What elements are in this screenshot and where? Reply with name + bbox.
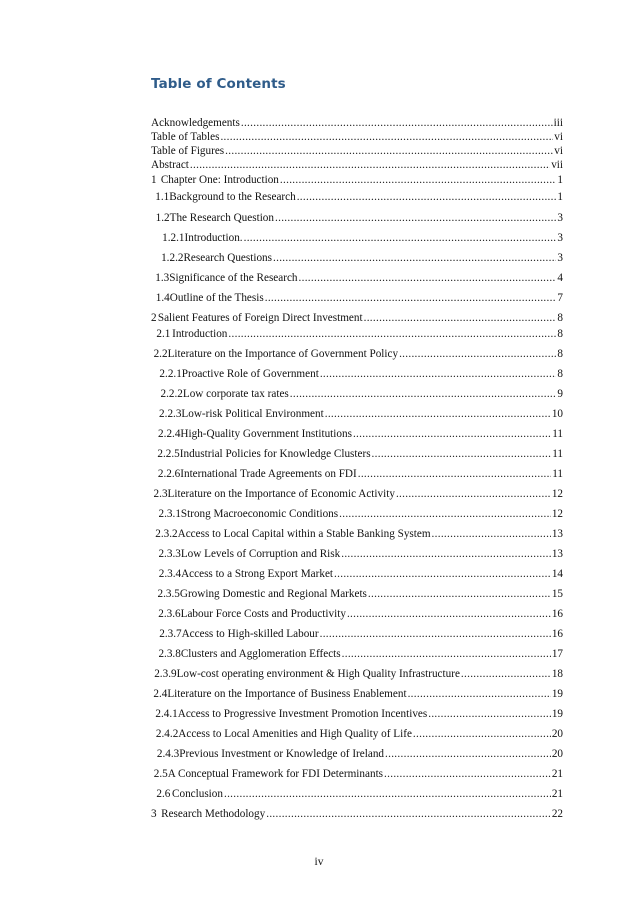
- toc-entry-title: Industrial Policies for Knowledge Clusters: [179, 448, 371, 460]
- toc-entry-page: 19: [551, 688, 563, 700]
- toc-entry-title: Literature on the Importance of Business Enablement: [167, 688, 407, 700]
- toc-entry[interactable]: [151, 747, 563, 761]
- toc-entry-title: Chapter One: Introduction: [160, 174, 279, 186]
- toc-entry-page: 16: [551, 628, 563, 640]
- toc-dot-leader: [190, 158, 550, 172]
- toc-entry-page: 15: [551, 588, 563, 600]
- toc-entry-title: Background to the Research: [169, 191, 296, 203]
- toc-dot-leader: [347, 607, 551, 621]
- toc-entry-title: The Research Question: [169, 212, 274, 224]
- toc-entry-page: 8: [557, 328, 563, 340]
- toc-entry-page: 14: [551, 568, 563, 580]
- toc-entry[interactable]: [151, 707, 563, 721]
- toc-entry-title: Previous Investment or Knowledge of Ireland: [179, 748, 385, 760]
- toc-entry-page: 10: [551, 408, 563, 420]
- toc-entry[interactable]: [151, 291, 563, 305]
- toc-dot-leader: [220, 130, 553, 144]
- toc-entry-page: 3: [557, 232, 563, 244]
- toc-dot-leader: [320, 627, 551, 641]
- toc-dot-leader: [275, 211, 556, 225]
- toc-entry-number: 2.3.9: [154, 668, 177, 680]
- toc-dot-leader: [368, 587, 551, 601]
- toc-entry-title: Low corporate tax rates: [182, 388, 289, 400]
- toc-dot-leader: [265, 291, 557, 305]
- toc-entry-page: 11: [552, 428, 563, 440]
- toc-dot-leader: [339, 507, 551, 521]
- toc-entry[interactable]: [151, 667, 563, 681]
- toc-dot-leader: [396, 487, 551, 501]
- toc-entry-title: Introduction: [172, 328, 228, 340]
- toc-dot-leader: [320, 367, 557, 381]
- toc-entry[interactable]: [151, 767, 563, 781]
- toc-dot-leader: [266, 807, 551, 821]
- toc-entry-number: 2.2.5: [157, 448, 180, 460]
- toc-entry-title: A Conceptual Framework for FDI Determinants: [167, 768, 384, 780]
- toc-entry-page: 20: [551, 728, 563, 740]
- toc-dot-leader: [228, 327, 556, 341]
- toc-entry-title: Low-risk Political Environment: [181, 408, 324, 420]
- toc-entry-page: 3: [557, 252, 563, 264]
- toc-dot-leader: [353, 427, 551, 441]
- toc-entry-number: 2.4.3: [156, 748, 180, 760]
- toc-entry-title: Outline of the Thesis: [169, 292, 264, 304]
- toc-dot-leader: [299, 271, 557, 285]
- toc-dot-leader: [290, 387, 557, 401]
- toc-dot-leader: [241, 116, 553, 130]
- toc-entry-number: 2.3.4: [158, 568, 182, 580]
- toc-dot-leader: [224, 787, 551, 801]
- toc-entry-page: 4: [557, 272, 563, 284]
- toc-entry-page: 22: [551, 808, 563, 820]
- toc-entry-page: vii: [551, 159, 563, 171]
- toc-entry-title: Research Methodology: [161, 808, 266, 820]
- toc-entry-page: 21: [551, 788, 563, 800]
- toc-entry-title: Growing Domestic and Regional Markets: [179, 588, 367, 600]
- toc-entry-page: 19: [551, 708, 563, 720]
- toc-entry-number: 2.2.3: [159, 408, 182, 420]
- toc-entry-title: Research Questions: [183, 252, 272, 264]
- toc-dot-leader: [385, 747, 551, 761]
- toc-entry-number: 2.5: [153, 768, 168, 780]
- toc-entry-page: 3: [557, 212, 563, 224]
- toc-entry-title: Table of Figures: [151, 145, 225, 157]
- toc-entry-title: Clusters and Agglomeration Effects: [180, 648, 341, 660]
- toc-entry-number: 2.4.1: [155, 708, 178, 720]
- toc-entry[interactable]: [151, 327, 563, 341]
- toc-entry-page: 1: [557, 191, 563, 203]
- toc-entry-number: 2.2.1: [159, 368, 182, 380]
- toc-entry-page: iii: [553, 117, 563, 129]
- toc-entry-title: International Trade Agreements on FDI: [180, 468, 357, 480]
- toc-entry[interactable]: [151, 567, 563, 581]
- toc-entry-page: 18: [551, 668, 563, 680]
- toc-entry-page: 20: [551, 748, 563, 760]
- toc-entry-title: Access to Local Capital within a Stable Banking System: [177, 528, 431, 540]
- toc-entry-page: 11: [552, 448, 563, 460]
- toc-entry-title: Significance of the Research: [169, 272, 298, 284]
- toc-entry-number: 2.2.6: [157, 468, 181, 480]
- toc-entry-title: Conclusion: [172, 788, 223, 800]
- toc-entry-page: vi: [554, 131, 563, 143]
- toc-entry[interactable]: [151, 211, 563, 225]
- toc-entry-page: 17: [551, 648, 563, 660]
- toc-entry-number: 1.2.2: [161, 252, 184, 264]
- toc-dot-leader: [364, 311, 557, 325]
- toc-entry-number: 2.1: [156, 328, 171, 340]
- toc-entry[interactable]: [151, 427, 563, 441]
- toc-entry[interactable]: [151, 547, 563, 561]
- toc-entry-title: Access to Local Amenities and High Quality of Life: [178, 728, 412, 740]
- toc-entry-title: Strong Macroeconomic Conditions: [180, 508, 339, 520]
- toc-entry[interactable]: [151, 130, 563, 144]
- toc-entry-title: Labour Force Costs and Productivity: [180, 608, 346, 620]
- toc-entry[interactable]: [151, 787, 563, 801]
- toc-entry-page: 16: [551, 608, 563, 620]
- toc-dot-leader: [334, 567, 551, 581]
- toc-dot-leader: [273, 251, 556, 265]
- toc-entry-page: vi: [554, 145, 563, 157]
- toc-dot-leader: [432, 527, 551, 541]
- toc-entry[interactable]: [151, 527, 563, 541]
- toc-entry-number: 1.4: [155, 292, 170, 304]
- toc-entry-number: 2.3.2: [155, 528, 178, 540]
- toc-entry[interactable]: [151, 367, 563, 381]
- toc-entry[interactable]: [151, 507, 563, 521]
- toc-dot-leader: [341, 547, 551, 561]
- toc-entry-page: 1: [557, 174, 563, 186]
- toc-entry-number: 2.3.8: [158, 648, 181, 660]
- toc-dot-leader: [399, 347, 556, 361]
- toc-entry-number: 2.3.3: [158, 548, 181, 560]
- toc-dot-leader: [428, 707, 551, 721]
- toc-entry-number: 2.6: [156, 788, 171, 800]
- toc-entry[interactable]: [151, 311, 563, 325]
- toc-dot-leader: [280, 173, 557, 187]
- toc-entry[interactable]: [151, 144, 563, 158]
- toc-entry-title: Table of Tables: [151, 131, 220, 143]
- toc-dot-leader: [342, 647, 551, 661]
- toc-entry-page: 13: [551, 528, 563, 540]
- toc-entry-title: Abstract: [151, 159, 189, 171]
- toc-entry-number: 2.4.2: [155, 728, 179, 740]
- toc-entry-page: 8: [557, 312, 563, 324]
- toc-entry-number: 2.2.4: [158, 428, 181, 440]
- toc-entry-number: 2.3.1: [158, 508, 181, 520]
- toc-dot-leader: [408, 687, 551, 701]
- toc-entry-number: 2.3.7: [159, 628, 182, 640]
- toc-dot-leader: [461, 667, 551, 681]
- toc-dot-leader: [372, 447, 552, 461]
- toc-entry-title: High-Quality Government Institutions: [180, 428, 352, 440]
- toc-entry-page: 8: [557, 368, 563, 380]
- toc-entry-title: Proactive Role of Government: [181, 368, 319, 380]
- toc-entry-page: 7: [557, 292, 563, 304]
- toc-entry[interactable]: [151, 487, 563, 501]
- toc-entry[interactable]: [151, 271, 563, 285]
- toc-dot-leader: [244, 231, 557, 245]
- toc-entry[interactable]: [151, 467, 563, 481]
- toc-entry[interactable]: [151, 190, 563, 204]
- toc-entry[interactable]: [151, 687, 563, 701]
- toc-entry-number: 2.2: [153, 348, 168, 360]
- page-title: Table of Contents: [151, 76, 286, 92]
- toc-entry[interactable]: [151, 727, 563, 741]
- toc-entry-number: 1.3: [155, 272, 170, 284]
- toc-entry[interactable]: [151, 116, 563, 130]
- toc-entry-number: 1: [151, 174, 157, 186]
- toc-entry[interactable]: [151, 447, 563, 461]
- toc-entry-page: 12: [551, 488, 563, 500]
- toc-entry-number: 1.2: [155, 212, 170, 224]
- toc-dot-leader: [297, 190, 557, 204]
- toc-dot-leader: [325, 407, 551, 421]
- toc-entry[interactable]: [151, 347, 563, 361]
- toc-entry-title: Low-cost operating environment & High Quality Infrastructure: [176, 668, 460, 680]
- toc-entry-number: 2.4: [153, 688, 168, 700]
- toc-entry-number: 1.2.1: [162, 232, 185, 244]
- toc-entry-number: 2.3.6: [158, 608, 181, 620]
- page-number: iv: [314, 856, 324, 868]
- toc-entry[interactable]: [151, 587, 563, 601]
- toc-entry-title: Access to a Strong Export Market: [181, 568, 334, 580]
- toc-entry-page: 9: [557, 388, 563, 400]
- toc-entry-number: 3: [151, 808, 157, 820]
- toc-entry-title: Literature on the Importance of Government Policy: [167, 348, 399, 360]
- toc-entry[interactable]: [151, 231, 563, 245]
- toc-dot-leader: [358, 467, 551, 481]
- toc-entry-title: Access to Progressive Investment Promotion Incentives: [177, 708, 428, 720]
- toc-entry-title: Literature on the Importance of Economic Activity: [167, 488, 395, 500]
- toc-entry[interactable]: [151, 387, 563, 401]
- toc-entry[interactable]: [151, 627, 563, 641]
- toc-entry-number: 1.1: [155, 191, 170, 203]
- toc-entry-title: Introduction.: [184, 232, 243, 244]
- toc-entry-title: Salient Features of Foreign Direct Investment: [157, 312, 363, 324]
- toc-dot-leader: [413, 727, 551, 741]
- toc-entry-page: 8: [557, 348, 563, 360]
- toc-entry-number: 2.2.2: [160, 388, 183, 400]
- toc-entry-number: 2: [151, 312, 157, 324]
- toc-entry[interactable]: [151, 647, 563, 661]
- toc-entry[interactable]: [151, 251, 563, 265]
- toc-entry-page: 11: [552, 468, 563, 480]
- toc-entry-page: 13: [551, 548, 563, 560]
- toc-entry-title: Acknowledgements: [151, 117, 240, 129]
- toc-entry-title: Access to High-skilled Labour: [181, 628, 319, 640]
- toc-entry-number: 2.3.5: [157, 588, 180, 600]
- toc-entry[interactable]: [151, 173, 563, 187]
- toc-entry-title: Low Levels of Corruption and Risk: [180, 548, 341, 560]
- toc-entry-number: 2.3: [153, 488, 168, 500]
- toc-dot-leader: [384, 767, 551, 781]
- toc-entry[interactable]: [151, 407, 563, 421]
- toc-dot-leader: [225, 144, 553, 158]
- toc-entry-page: 12: [551, 508, 563, 520]
- toc-entry-page: 21: [551, 768, 563, 780]
- toc-entry[interactable]: [151, 807, 563, 821]
- toc-entry[interactable]: [151, 158, 563, 172]
- toc-entry[interactable]: [151, 607, 563, 621]
